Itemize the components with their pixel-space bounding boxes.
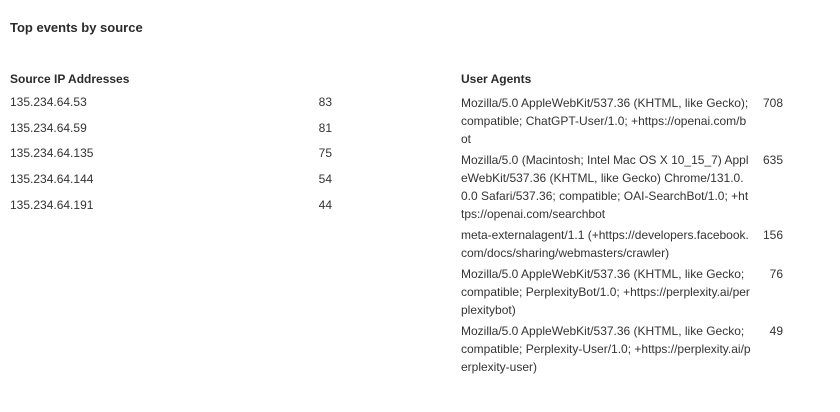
ua-row [461,226,783,262]
user-agents-column [461,71,783,379]
ip-count: 44 [318,197,332,212]
ip-row [10,197,332,213]
ip-row [10,145,332,161]
ua-count: 635 [762,153,783,167]
source-ip-heading: Source IP Addresses [10,72,130,86]
ua-count: 156 [762,228,783,242]
ip-count: 83 [318,95,332,109]
ip-address: 135.234.64.59 [10,120,87,135]
ua-count: 76 [769,267,783,281]
panel-title: Top events by source [10,20,143,35]
user-agent-string: Mozilla/5.0 (Macintosh; Intel Mac OS X 10_15_7) AppleWebKit/537.36 (KHTML, like Gecko) Chrome/131.0.0.0 Safari/537.36; compatible; OAI-SearchBot/1.0; +https://openai.com/searchbot [461,153,749,221]
ip-count: 75 [318,146,332,161]
user-agent-string: meta-externalagent/1.1 (+https://developers.facebook.com/docs/sharing/webmasters/crawler) [461,228,749,260]
ua-row [461,265,783,319]
ip-count: 54 [318,172,332,187]
ip-address: 135.234.64.144 [10,172,94,187]
ua-row [461,94,783,148]
ip-row [10,94,332,110]
ip-address: 135.234.64.135 [10,146,94,161]
ua-row [461,151,783,223]
ip-count: 81 [318,120,332,135]
user-agent-string: Mozilla/5.0 AppleWebKit/537.36 (KHTML, like Gecko); compatible; ChatGPT-User/1.0; +https://openai.com/bot [461,96,749,146]
ip-row [10,120,332,136]
ip-address: 135.234.64.191 [10,197,94,212]
user-agents-heading: User Agents [461,72,532,86]
ua-count: 708 [762,96,783,110]
ip-address: 135.234.64.53 [10,95,87,109]
user-agent-string: Mozilla/5.0 AppleWebKit/537.36 (KHTML, like Gecko; compatible; Perplexity-User/1.0; +https://perplexity.ai/perplexity-user) [461,324,751,374]
ua-row [461,322,783,376]
ua-count: 49 [769,324,783,338]
user-agent-string: Mozilla/5.0 AppleWebKit/537.36 (KHTML, like Gecko; compatible; PerplexityBot/1.0; +https://perplexity.ai/perplexitybot) [461,267,750,317]
source-ip-column [10,71,332,222]
ip-row [10,171,332,187]
